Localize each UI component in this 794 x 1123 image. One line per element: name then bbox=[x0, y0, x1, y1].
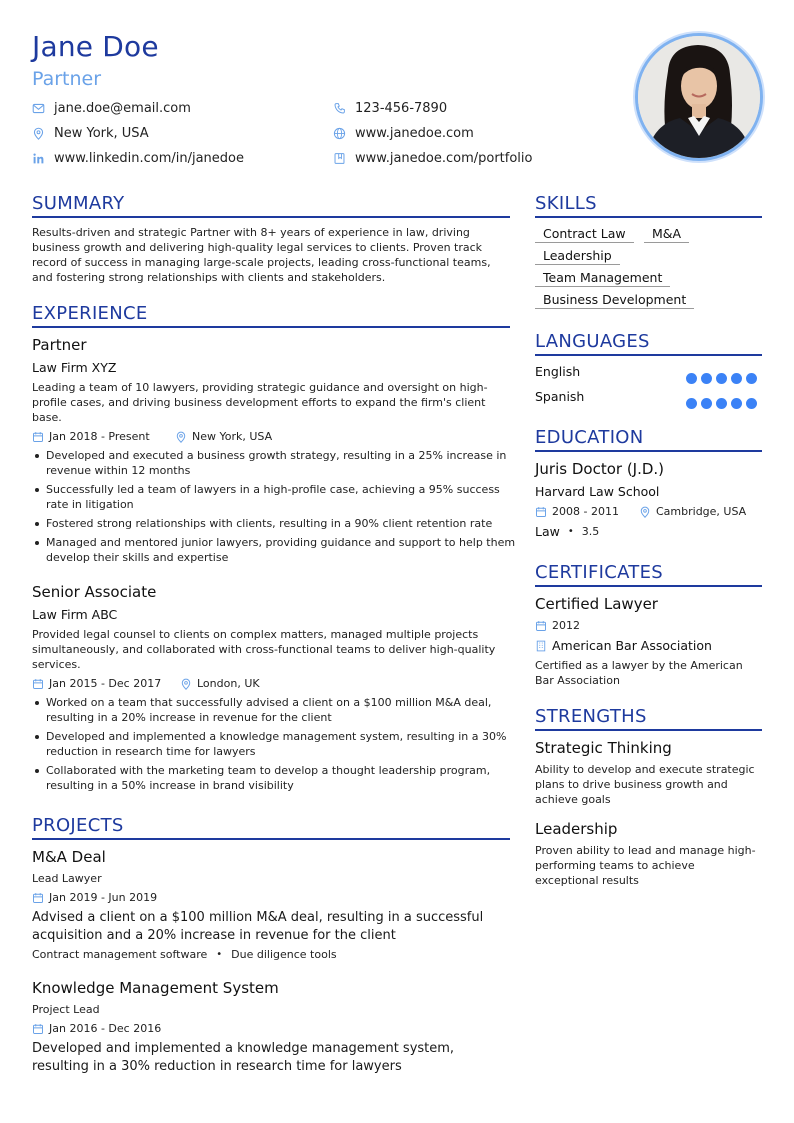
phone-icon bbox=[333, 102, 346, 115]
languages-heading: LANGUAGES bbox=[535, 331, 650, 352]
education-location-text: Cambridge, USA bbox=[656, 505, 747, 518]
project-title: Knowledge Management System bbox=[32, 979, 279, 997]
project-tool: Due diligence tools bbox=[231, 948, 337, 961]
candidate-name: Jane Doe bbox=[32, 30, 159, 63]
contact-linkedin bbox=[32, 151, 244, 166]
education-location bbox=[639, 505, 746, 518]
school-name: Harvard Law School bbox=[535, 484, 660, 499]
project-role: Project Lead bbox=[32, 1003, 100, 1016]
job-location bbox=[180, 677, 260, 690]
degree-title: Juris Doctor (J.D.) bbox=[535, 460, 665, 478]
certificates-heading: CERTIFICATES bbox=[535, 562, 663, 583]
strength-title: Leadership bbox=[535, 820, 618, 838]
achievement-list bbox=[32, 695, 526, 797]
location-text: New York, USA bbox=[54, 126, 149, 141]
project-title: M&A Deal bbox=[32, 848, 106, 866]
contact-location bbox=[32, 126, 149, 141]
job-location-text: London, UK bbox=[197, 677, 260, 690]
achievement-item: Developed and implemented a knowledge management system, resulting in a 30% reduction in research time for lawyers bbox=[46, 729, 526, 759]
proficiency-dot bbox=[731, 373, 742, 384]
proficiency-dot bbox=[746, 398, 757, 409]
section-divider bbox=[535, 450, 762, 452]
job-description: Leading a team of 10 lawyers, providing strategic guidance and oversight on high-profile cases, and driving business development efforts to expand the firm's client base. bbox=[32, 381, 488, 424]
strength-title: Strategic Thinking bbox=[535, 739, 672, 757]
job-location-text: New York, USA bbox=[192, 430, 273, 443]
project-dates-text: Jan 2019 - Jun 2019 bbox=[49, 891, 158, 904]
email-text: jane.doe@email.com bbox=[54, 101, 191, 116]
calendar-icon bbox=[32, 1023, 44, 1035]
proficiency-dot bbox=[701, 398, 712, 409]
envelope-icon bbox=[32, 102, 45, 115]
language-name: Spanish bbox=[535, 389, 585, 404]
education-field-gpa: Law • 3.5 bbox=[535, 524, 600, 539]
summary-heading: SUMMARY bbox=[32, 193, 125, 214]
project-role: Lead Lawyer bbox=[32, 872, 102, 885]
certificate-name: Certified Lawyer bbox=[535, 595, 658, 613]
proficiency-dot bbox=[701, 373, 712, 384]
contact-phone bbox=[333, 101, 447, 116]
job-title: Senior Associate bbox=[32, 583, 157, 601]
section-divider bbox=[535, 216, 762, 218]
proficiency-dot bbox=[731, 398, 742, 409]
job-location bbox=[175, 430, 272, 443]
section-divider bbox=[32, 838, 510, 840]
building-icon bbox=[535, 640, 547, 652]
location-pin-icon bbox=[175, 431, 187, 443]
calendar-icon bbox=[32, 892, 44, 904]
achievement-item: Managed and mentored junior lawyers, providing guidance and support to help them develop their skills and expertise bbox=[46, 535, 524, 565]
company-name: Law Firm XYZ bbox=[32, 360, 117, 375]
certificate-description: Certified as a lawyer by the American Bar Association bbox=[535, 659, 743, 687]
summary-text: Results-driven and strategic Partner with 8+ years of experience in law, driving business growth and delivering high-quality legal services to clients. Proven track record of success in managing large-scale projects, leading cross-functional teams, and fostering strong relationships with clients and stakeholders. bbox=[32, 226, 491, 284]
job-dates-text: Jan 2018 - Present bbox=[49, 430, 150, 443]
linkedin-text: www.linkedin.com/in/janedoe bbox=[54, 151, 244, 166]
project-dates-text: Jan 2016 - Dec 2016 bbox=[49, 1022, 162, 1035]
location-pin-icon bbox=[180, 678, 192, 690]
experience-heading: EXPERIENCE bbox=[32, 303, 148, 324]
skill-tag: Contract Law bbox=[535, 226, 634, 243]
globe-icon bbox=[333, 127, 346, 140]
certificate-issuer-text: American Bar Association bbox=[552, 638, 712, 653]
skills-heading: SKILLS bbox=[535, 193, 597, 214]
contact-portfolio bbox=[333, 151, 533, 166]
achievement-item: Developed and executed a business growth strategy, resulting in a 25% increase in revenue within 12 months bbox=[46, 448, 524, 478]
project-description: Advised a client on a $100 million M&A deal, resulting in a successful acquisition and a 20% increase in revenue for the client bbox=[32, 910, 484, 943]
location-pin-icon bbox=[32, 127, 45, 140]
calendar-icon bbox=[535, 506, 547, 518]
calendar-icon bbox=[32, 678, 44, 690]
certificate-year-text: 2012 bbox=[552, 619, 580, 632]
education-gpa: 3.5 bbox=[581, 525, 600, 538]
proficiency-dot bbox=[746, 373, 757, 384]
project-tools: Contract management software • Due diligence tools bbox=[32, 948, 337, 961]
proficiency-dot bbox=[686, 398, 697, 409]
project-dates bbox=[32, 891, 157, 904]
job-dates-text: Jan 2015 - Dec 2017 bbox=[49, 677, 162, 690]
certificate-issuer bbox=[535, 638, 712, 653]
strength-text: Proven ability to lead and manage high-performing teams to achieve exceptional results bbox=[535, 844, 756, 887]
project-tool: Contract management software bbox=[32, 948, 208, 961]
company-name: Law Firm ABC bbox=[32, 607, 118, 622]
contact-website bbox=[333, 126, 474, 141]
skill-tag: Business Development bbox=[535, 292, 694, 309]
job-dates bbox=[32, 677, 161, 690]
achievement-list bbox=[32, 448, 524, 569]
project-description: Developed and implemented a knowledge management system, resulting in a 30% reduction in research time for lawyers bbox=[32, 1041, 455, 1074]
linkedin-icon bbox=[32, 152, 45, 165]
bookmark-icon bbox=[333, 152, 346, 165]
section-divider bbox=[535, 354, 762, 356]
strength-text: Ability to develop and execute strategic plans to drive business growth and achieve goals bbox=[535, 763, 755, 806]
achievement-item: Worked on a team that successfully advised a client on a $100 million M&A deal, resulting in a 20% increase in revenue for the client bbox=[46, 695, 526, 725]
achievement-item: Collaborated with the marketing team to develop a thought leadership program, resulting in a 50% increase in brand visibility bbox=[46, 763, 526, 793]
profile-photo bbox=[635, 33, 763, 161]
section-divider bbox=[32, 216, 510, 218]
achievement-item: Successfully led a team of lawyers in a high-profile case, achieving a 95% success rate in litigation bbox=[46, 482, 524, 512]
proficiency-dot bbox=[716, 373, 727, 384]
section-divider bbox=[535, 585, 762, 587]
section-divider bbox=[32, 326, 510, 328]
language-name: English bbox=[535, 364, 581, 379]
projects-heading: PROJECTS bbox=[32, 815, 124, 836]
job-title: Partner bbox=[32, 336, 87, 354]
education-field: Law bbox=[535, 524, 560, 539]
calendar-icon bbox=[32, 431, 44, 443]
achievement-item: Fostered strong relationships with clients, resulting in a 90% client retention rate bbox=[46, 516, 524, 531]
education-dates-text: 2008 - 2011 bbox=[552, 505, 619, 518]
strengths-heading: STRENGTHS bbox=[535, 706, 647, 727]
skill-tag: M&A bbox=[644, 226, 689, 243]
skill-tag: Leadership bbox=[535, 248, 620, 265]
project-dates bbox=[32, 1022, 161, 1035]
contact-email bbox=[32, 101, 191, 116]
language-proficiency bbox=[682, 394, 757, 413]
portfolio-text: www.janedoe.com/portfolio bbox=[355, 151, 533, 166]
proficiency-dot bbox=[716, 398, 727, 409]
education-heading: EDUCATION bbox=[535, 427, 644, 448]
language-proficiency bbox=[682, 369, 757, 388]
education-dates bbox=[535, 505, 619, 518]
phone-text: 123-456-7890 bbox=[355, 101, 448, 116]
job-dates bbox=[32, 430, 150, 443]
certificate-year bbox=[535, 619, 580, 632]
website-text: www.janedoe.com bbox=[355, 126, 474, 141]
job-description: Provided legal counsel to clients on complex matters, managed multiple projects simultaneously, and collaborated with cross-functional teams to deliver high-quality services. bbox=[32, 628, 496, 671]
candidate-title: Partner bbox=[32, 68, 102, 90]
skill-tag: Team Management bbox=[535, 270, 670, 287]
section-divider bbox=[535, 729, 762, 731]
calendar-icon bbox=[535, 620, 547, 632]
proficiency-dot bbox=[686, 373, 697, 384]
location-pin-icon bbox=[639, 506, 651, 518]
